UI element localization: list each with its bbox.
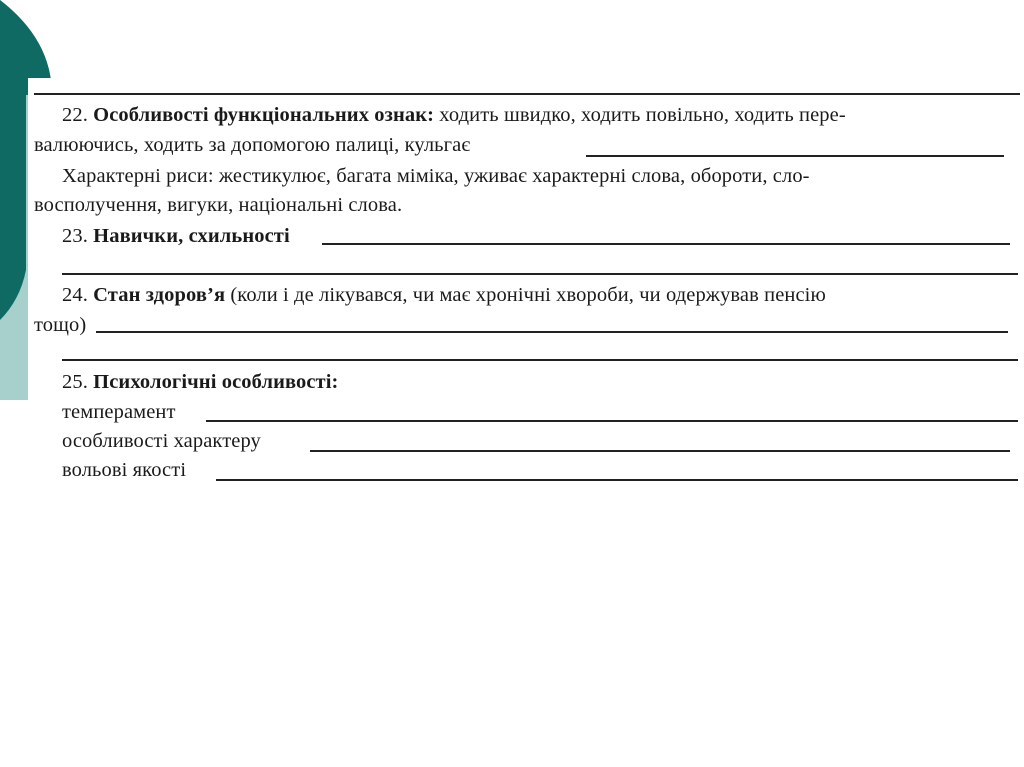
section-24-line-1 (62, 283, 826, 307)
section-23-line (62, 224, 290, 248)
section-22-line-3: Характерні риси: жестикулює, багата міміка, уживає характерні слова, обороти, сло- (62, 165, 810, 187)
section-22-heading: Особливості функціональних ознак: (93, 104, 435, 126)
section-23-heading: Навички, схильності (93, 225, 290, 247)
section-23-blank-2[interactable] (62, 273, 1018, 275)
character-blank[interactable] (310, 450, 1010, 452)
section-23-blank[interactable] (322, 243, 1010, 245)
section-24-blank[interactable] (96, 331, 1008, 333)
section-24-number: 24. (62, 284, 88, 306)
section-25-heading: Психологічні особливості: (93, 371, 339, 393)
will-qualities-label: вольові якості (62, 459, 187, 481)
section-22-line-2: валюючись, ходить за допомогою палиці, кульгає (34, 134, 471, 156)
section-24-blank-2[interactable] (62, 359, 1018, 361)
section-25-line (62, 370, 338, 394)
section-22-text: ходить швидко, ходить повільно, ходить пере- (439, 104, 846, 126)
character-label: особливості характеру (62, 430, 261, 452)
temperament-label: темперамент (62, 401, 176, 423)
section-24-line-2: тощо) (34, 314, 87, 336)
section-23-number: 23. (62, 225, 88, 247)
section-22-line-4: восполучення, вигуки, національні слова. (34, 194, 403, 216)
section-24-heading: Стан здоров’я (93, 284, 226, 306)
will-qualities-blank[interactable] (216, 479, 1018, 481)
section-22-line-1 (62, 103, 846, 127)
section-24-text: (коли і де лікувався, чи має хронічні хвороби, чи одержував пенсію (230, 284, 826, 306)
section-25-number: 25. (62, 371, 88, 393)
section-22-blank[interactable] (586, 155, 1004, 157)
section-22-number: 22. (62, 104, 88, 126)
temperament-blank[interactable] (206, 420, 1018, 422)
top-rule (34, 93, 1020, 95)
